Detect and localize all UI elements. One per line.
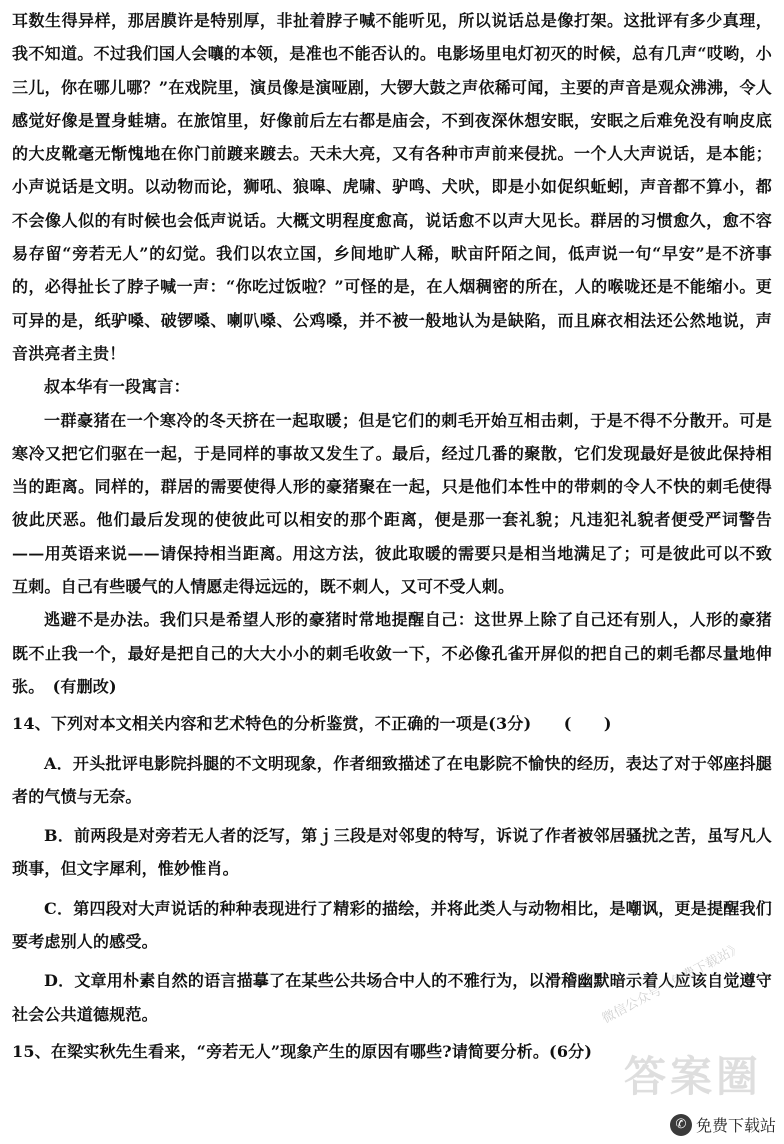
watermark-text: 微信公众号《免费下载站》 xyxy=(599,940,745,1027)
wechat-icon: ✆ xyxy=(670,1114,692,1136)
brand-label: 免费下载站 xyxy=(695,1116,776,1135)
brand-badge xyxy=(670,1113,776,1136)
watermark-logo: 答案圈 xyxy=(623,1052,762,1101)
paragraph-3: 一群豪猪在一个寒冷的冬天挤在一起取暖；但是它们的刺毛开始互相击刺，于是不得不分散开。可是寒冷又把它们驱在一起，于是同样的事故又发生了。最后，经过几番的聚散，它们发现最好是彼此保持相当的距离。同样的，群居的需要使得人形的豪猪聚在一起，只是他们本性中的带刺的令人不快的刺毛使得彼此厌恶。他们最后发现的使彼此可以相安的那个距离，便是那一套礼貌；凡违犯礼貌者便受严词警告——用英语来说——请保持相当距离。用这方法，彼此取暖的需要只是相当地满足了；可是彼此可以不致互刺。自己有些暖气的人情愿走得远远的，既不刺人，又可不受人刺。 xyxy=(12,410,772,597)
question-14-option-d: D．文章用朴素自然的语言描摹了在某些公共场合中人的不雅行为，以滑稽幽默暗示着人应该自觉遵守社会公共道德规范。 xyxy=(12,971,772,1024)
paragraph-2: 叔本华有一段寓言： xyxy=(44,377,190,397)
paragraph-4: 逃避不是办法。我们只是希望人形的豪猪时常地提醒自己：这世界上除了自己还有别人，人形的豪猪既不止我一个，最好是把自己的大大小小的刺毛收敛一下，不必像孔雀开屏似的把自己的刺毛都尽量地伸张。 (有删改) xyxy=(12,610,772,696)
question-14-option-c: C．第四段对大声说话的种种表现进行了精彩的描绘，并将此类人与动物相比，是嘲讽，更是提醒我们要考虑别人的感受。 xyxy=(12,898,772,952)
question-14-stem: 14、下列对本文相关内容和艺术特色的分析鉴赏，不正确的一项是(3分) ( ) xyxy=(12,714,612,734)
paragraph-1: 耳数生得异样，那居膜许是特别厚，非扯着脖子喊不能听见，所以说话总是像打架。这批评有多少真理，我不知道。不过我们国人会嚷的本领，是准也不能否认的。电影场里电灯初灭的时候，总有几声“哎哟，小三儿，你在哪儿哪？”在戏院里，演员像是演哑剧，大锣大鼓之声依稀可闻，主要的声音是观众沸沸，令人感觉好像是置身蛙塘。在旅馆里，好像前后左右都是庙会，不到夜深休想安眠，安眠之后难免没有响皮底的大皮靴毫无惭愧地在你门前踱来踱去。天未大亮，又有各种市声前来侵扰。一个人大声说话，是本能；小声说话是文明。以动物而论，狮吼、狼嗥、虎啸、驴鸣、犬吠，即是小如促织蚯蚓，声音都不算小，都不会像人似的有时候也会低声说话。大概文明程度愈高，说话愈不以声大见长。群居的习惯愈久，愈不容易存留“旁若无人”的幻觉。我们以农立国，乡间地旷人稀，畎亩阡陌之间，低声说一句“早安”是不济事的，必得扯长了脖子喊一声：“你吃过饭啦？”可怪的是，在人烟稠密的所在，人的喉咙还是不能缩小。更可异的是，纸驴嗓、破锣嗓、喇叭嗓、公鸡嗓，并不被一般地认为是缺陷，而且麻衣相法还公然地说，声音洪亮者主贵！ xyxy=(12,11,772,363)
question-14-option-a: A．开头批评电影院抖腿的不文明现象，作者细致描述了在电影院不愉快的经历，表达了对于邻座抖腿者的气愤与无奈。 xyxy=(12,753,772,806)
question-15-stem: 15、在梁实秋先生看来，“旁若无人”现象产生的原因有哪些?请简要分析。(6分) xyxy=(12,1041,593,1061)
question-14-option-b: B．前两段是对旁若无人者的泛写，第ｊ三段是对邻叟的特写，诉说了作者被邻居骚扰之苦，虽写凡人琐事，但文字犀利，惟妙惟肖。 xyxy=(12,826,772,879)
